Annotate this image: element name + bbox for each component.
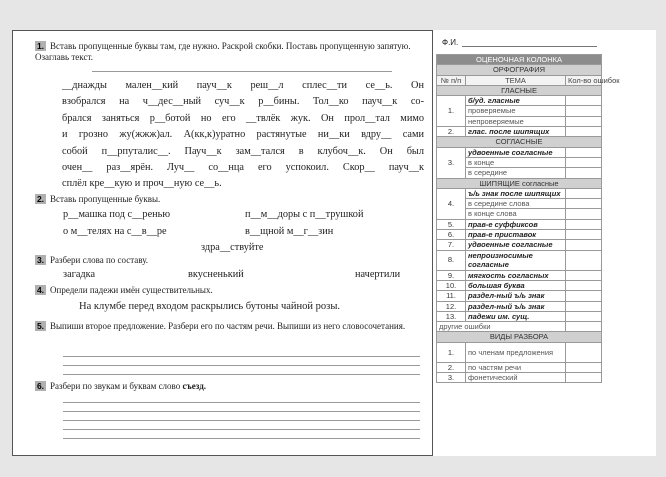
task-4	[35, 285, 426, 296]
task-instruction: Выпиши второе предложение. Разбери его по частям речи. Выпиши из него словосочетания.	[50, 321, 406, 331]
table-row: 2. глас. после шипящих	[437, 127, 602, 137]
table-row: 9. мягкость согласных	[437, 270, 602, 280]
score-cell[interactable]	[566, 209, 602, 219]
text-line: __днажды мален__кий пауч__к реш__л сплес__ти се__ь. Он	[62, 80, 424, 91]
case-sentence: На клумбе перед входом раскрылись бутоны чайной розы.	[79, 301, 340, 312]
score-cell[interactable]	[566, 116, 602, 126]
grade-panel	[436, 32, 620, 383]
title-line	[92, 71, 392, 72]
answer-line	[63, 356, 420, 357]
score-cell[interactable]	[566, 230, 602, 240]
task-number: 4.	[36, 285, 45, 295]
task-6	[35, 381, 426, 392]
text-line: и грозно жу(жжж)ал. А(кк,к)уратно растянутые ни__ки вдру__ сами	[62, 129, 424, 141]
answer-line	[63, 411, 420, 412]
column-header-row: № п/п ТЕМА Кол-во ошибок	[437, 75, 602, 85]
table-row: в середине	[437, 168, 602, 178]
score-cell[interactable]	[566, 280, 602, 290]
table-row: 2. по частям речи	[437, 362, 602, 372]
task2-phrase: п__м__доры с п__трушкой	[245, 209, 364, 220]
answer-line	[63, 374, 420, 375]
text-line: сплёл кре__кую и проч__ную се__ь.	[62, 178, 222, 190]
table-row: в конце слова	[437, 209, 602, 219]
table-row: 8. непроизносимые согласные	[437, 250, 602, 270]
section-header: ВИДЫ РАЗБОРА	[437, 332, 602, 342]
table-row: 3. фонетический	[437, 373, 602, 383]
parse-word: вкусненький	[188, 269, 244, 280]
score-cell[interactable]	[566, 106, 602, 116]
section-header: СОГЛАСНЫЕ	[437, 137, 602, 147]
score-cell[interactable]	[566, 301, 602, 311]
grade-title-row: ОЦЕНОЧНАЯ КОЛОНКА	[437, 55, 602, 65]
section-header: ОРФОГРАФИЯ	[437, 65, 602, 75]
worksheet-page	[12, 30, 656, 456]
parse-word: начертили	[355, 269, 401, 280]
grade-table	[436, 54, 620, 383]
task-3	[35, 255, 426, 266]
score-cell[interactable]	[566, 291, 602, 301]
task2-phrase: в__щной м__г__зин	[245, 226, 334, 237]
table-row: 3. удвоенные согласные	[437, 147, 602, 157]
score-cell[interactable]	[566, 96, 602, 106]
name-field	[436, 32, 601, 54]
task-instruction: Вставь пропущенные буквы там, где нужно. Раскрой скобки. Поставь пропущенную запятую. Озаглавь текст.	[35, 41, 411, 62]
parse-word: загадка	[63, 269, 96, 280]
task-2	[35, 194, 426, 205]
task-number: 1.	[36, 41, 45, 51]
table-row: 13. падежи им. сущ.	[437, 311, 602, 321]
table-row: 1. б/уд. гласные	[437, 96, 602, 106]
table-row: 4. ъ/ь знак после шипящих	[437, 188, 602, 198]
table-row: в конце	[437, 157, 602, 167]
answer-line	[63, 429, 420, 430]
score-cell[interactable]	[566, 240, 602, 250]
answer-line	[63, 365, 420, 366]
task2-phrase: о м__телях на с__в__ре	[63, 226, 167, 237]
task2-phrase: здра__ствуйте	[201, 242, 264, 253]
score-cell[interactable]	[566, 250, 602, 270]
table-row: 10. большая буква	[437, 280, 602, 290]
tasks-panel	[12, 30, 433, 456]
task-number: 6.	[36, 381, 45, 391]
section-header: ГЛАСНЫЕ	[437, 85, 602, 95]
task-5	[35, 321, 426, 332]
dictation-text	[62, 78, 424, 193]
text-line: взобрался на ч__дес__ный суч__к р__бины. Тол__ко пауч__к со-	[62, 96, 424, 108]
name-label: Ф.И.	[442, 38, 459, 47]
task-instruction: Разбери по звукам и буквам слово	[50, 381, 183, 391]
text-line: очен__ раз__ярён. Луч__ со__нца его успокоил. Скор__ пауч__к	[62, 162, 424, 174]
score-cell[interactable]	[566, 362, 602, 372]
table-row: 11. раздел-ный ъ/ь знак	[437, 291, 602, 301]
score-cell[interactable]	[566, 199, 602, 209]
table-row: 12. раздел-ный ъ/ь знак	[437, 301, 602, 311]
score-cell[interactable]	[566, 188, 602, 198]
task-instruction: Определи падежи имён существительных.	[50, 285, 213, 295]
table-row: в середине слова	[437, 199, 602, 209]
task-word: съезд.	[182, 381, 206, 391]
table-row: 1. по членам предложения	[437, 342, 602, 362]
task-1	[35, 41, 426, 63]
table-row: непроверяемые	[437, 116, 602, 126]
text-line: собой п__рпуталис__. Пауч__к зам__тался в клубоч__к. Он был	[62, 145, 424, 157]
table-row: другие ошибки	[437, 322, 602, 332]
score-cell[interactable]	[566, 342, 602, 362]
score-cell[interactable]	[566, 311, 602, 321]
score-cell[interactable]	[566, 147, 602, 157]
task2-phrase: р__машка под с__ренью	[63, 209, 171, 220]
answer-line	[63, 438, 420, 439]
name-line	[462, 46, 597, 47]
table-row: 5. прав-е суффиксов	[437, 219, 602, 229]
table-row: 6. прав-е приставок	[437, 230, 602, 240]
score-cell[interactable]	[566, 157, 602, 167]
score-cell[interactable]	[566, 270, 602, 280]
table-row: 7. удвоенные согласные	[437, 240, 602, 250]
task-instruction: Вставь пропущенные буквы.	[50, 194, 161, 204]
task-instruction: Разбери слова по составу.	[50, 255, 149, 265]
score-cell[interactable]	[566, 168, 602, 178]
score-cell[interactable]	[566, 322, 602, 332]
section-header: ШИПЯЩИЕ согласные	[437, 178, 602, 188]
answer-line	[63, 402, 420, 403]
task-number: 2.	[36, 194, 45, 204]
score-cell[interactable]	[566, 373, 602, 383]
score-cell[interactable]	[566, 127, 602, 137]
task-number: 3.	[36, 255, 45, 265]
table-row: проверяемые	[437, 106, 602, 116]
answer-line	[63, 420, 420, 421]
text-line: брался заняться р__ботой но его __твлёк жук. Он прол__тал мимо	[62, 112, 424, 124]
task-number: 5.	[36, 321, 45, 331]
score-cell[interactable]	[566, 219, 602, 229]
